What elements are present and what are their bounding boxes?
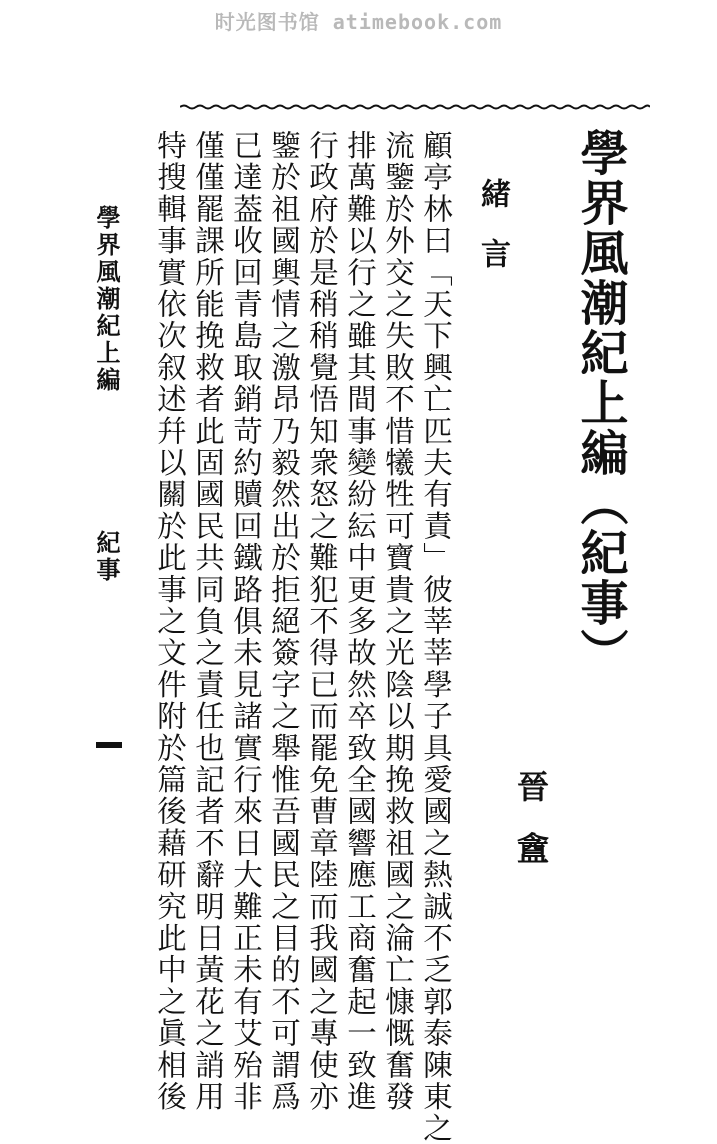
running-section-label: 紀事	[92, 530, 121, 584]
body-column-4: 行政府於是稍稍覺悟知衆怒之難犯不得已而罷免曹章陸而我國之專使亦	[305, 130, 339, 1113]
page-number	[96, 742, 122, 748]
body-column-8: 特搜輯事實依次叙述幷以關於此事之文件附於篇後藉研究此中之眞相後	[153, 130, 187, 1113]
top-decorative-rule	[180, 104, 650, 110]
site-watermark: 时光图书馆 atimebook.com	[214, 10, 503, 34]
body-column-6: 已達葢收回青島取銷苛約贖回鐵路俱未見諸實行來日大難正未有艾殆非	[229, 130, 263, 1113]
body-column-2: 流鑒於外交之失敗不惜犧牲可寶貴之光陰以期挽救祖國之淪亡慷慨奮發	[381, 130, 415, 1113]
author-name: 晉盦	[512, 770, 550, 894]
section-heading: 緒言	[475, 178, 510, 298]
body-column-5: 鑒於祖國輿情之激昂乃毅然出於拒絕簽字之舉惟吾國民之目的不可謂爲	[267, 130, 301, 1113]
body-column-1: 顧亭林曰「天下興亡匹夫有責」彼莘莘學子具愛國之熱誠不乏郭泰陳東之	[419, 130, 453, 1144]
body-column-7: 僅僅罷課所能挽救者此固國民共同負之責任也記者不辭明日黃花之誚用	[191, 130, 225, 1113]
page-title: 學界風潮紀上編（紀事）	[572, 128, 628, 678]
page-number-label	[96, 742, 97, 743]
body-column-3: 排萬難以行之雖其間事變紛紜中更多故然卒致全國響應工商奮起一致進	[343, 130, 377, 1113]
running-header: 學界風潮紀上編	[92, 205, 121, 394]
